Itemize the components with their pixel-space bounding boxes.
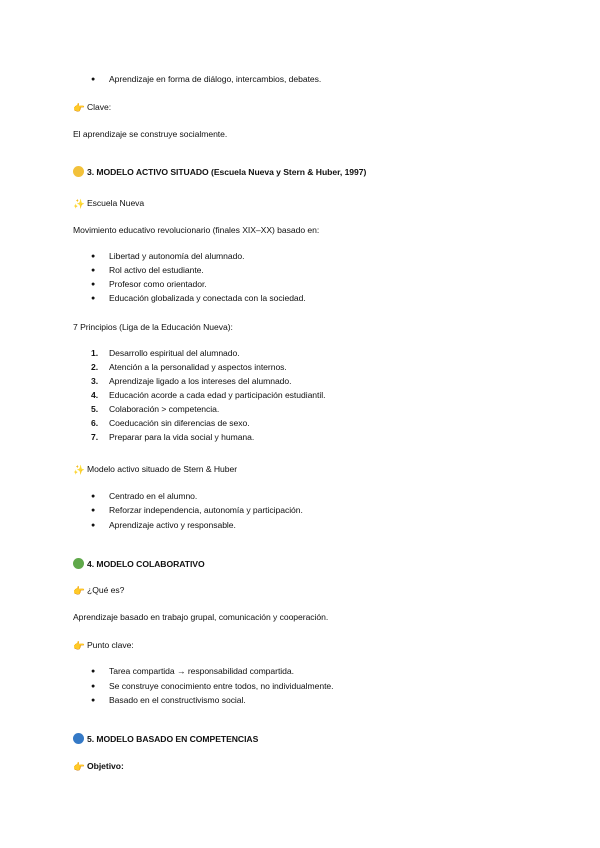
list-item: Rol activo del estudiante. [109, 265, 204, 275]
list-item: Aprendizaje ligado a los intereses del alumnado. [109, 376, 292, 386]
list-item: Educación acorde a cada edad y participación estudiantil. [109, 390, 326, 400]
bullet-marker: ● [91, 76, 96, 83]
pointing-hand-icon: 👉 [73, 586, 85, 597]
section-5-heading: 5. MODELO BASADO EN COMPETENCIAS [87, 734, 259, 744]
section-5-heading-row [73, 733, 258, 745]
list-number: 2. [91, 362, 99, 372]
punto-clave-label: Punto clave: [87, 640, 134, 650]
yellow-circle-icon [73, 166, 84, 177]
list-item: Basado en el constructivismo social. [109, 695, 246, 705]
list-number: 1. [91, 348, 99, 358]
list-item: Atención a la personalidad y aspectos internos. [109, 362, 287, 372]
bullet-marker: ● [91, 267, 96, 274]
que-es-text: Aprendizaje basado en trabajo grupal, comunicación y cooperación. [73, 612, 329, 622]
list-item: Aprendizaje en forma de diálogo, intercambios, debates. [109, 74, 322, 84]
blue-circle-icon [73, 733, 84, 744]
escuela-nueva-label-row [73, 198, 144, 210]
objetivo-label-row [73, 761, 124, 773]
que-es-label-row [73, 585, 124, 597]
section-3-heading-row [73, 166, 366, 178]
stern-huber-label: Modelo activo situado de Stern & Huber [87, 464, 238, 474]
bullet-marker: ● [91, 281, 96, 288]
bullet-marker: ● [91, 683, 96, 690]
bullet-marker: ● [91, 253, 96, 260]
sparkles-icon: ✨ [73, 465, 85, 476]
list-number: 3. [91, 376, 99, 386]
list-item: Educación globalizada y conectada con la sociedad. [109, 293, 306, 303]
section-4-heading-row [73, 558, 205, 570]
list-item: Colaboración > competencia. [109, 404, 220, 414]
pointing-hand-icon: 👉 [73, 762, 85, 773]
que-es-label: ¿Qué es? [87, 585, 125, 595]
pointing-hand-icon: 👉 [73, 103, 85, 114]
section-4-heading: 4. MODELO COLABORATIVO [87, 559, 205, 569]
clave-label: Clave: [87, 102, 112, 112]
section-3-heading: 3. MODELO ACTIVO SITUADO (Escuela Nueva y Stern & Huber, 1997) [87, 167, 367, 177]
list-number: 7. [91, 432, 99, 442]
bullet-marker: ● [91, 697, 96, 704]
list-item: Profesor como orientador. [109, 279, 207, 289]
objetivo-label: Objetivo: [87, 761, 124, 771]
bullet-marker: ● [91, 522, 96, 529]
bullet-marker: ● [91, 507, 96, 514]
bullet-marker: ● [91, 493, 96, 500]
list-number: 4. [91, 390, 99, 400]
green-circle-icon [73, 558, 84, 569]
bullet-marker: ● [91, 668, 96, 675]
escuela-nueva-intro: Movimiento educativo revolucionario (finales XIX–XX) basado en: [73, 225, 320, 235]
escuela-nueva-label: Escuela Nueva [87, 198, 145, 208]
pointing-hand-icon: 👉 [73, 641, 85, 652]
list-item: Se construye conocimiento entre todos, no individualmente. [109, 681, 334, 691]
principios-title: 7 Principios (Liga de la Educación Nueva): [73, 322, 233, 332]
list-item: Coeducación sin diferencias de sexo. [109, 418, 250, 428]
list-item: Libertad y autonomía del alumnado. [109, 251, 245, 261]
list-item: Centrado en el alumno. [109, 491, 198, 501]
list-item: Reforzar independencia, autonomía y participación. [109, 505, 303, 515]
bullet-marker: ● [91, 295, 96, 302]
list-item: Tarea compartida → responsabilidad compartida. [109, 666, 294, 676]
punto-clave-label-row [73, 640, 134, 652]
list-number: 5. [91, 404, 99, 414]
list-item: Aprendizaje activo y responsable. [109, 520, 236, 530]
clave-text: El aprendizaje se construye socialmente. [73, 129, 228, 139]
sparkles-icon: ✨ [73, 199, 85, 210]
list-number: 6. [91, 418, 99, 428]
list-item: Preparar para la vida social y humana. [109, 432, 255, 442]
clave-label-row [73, 102, 111, 114]
stern-huber-label-row [73, 464, 237, 476]
list-item: Desarrollo espiritual del alumnado. [109, 348, 240, 358]
